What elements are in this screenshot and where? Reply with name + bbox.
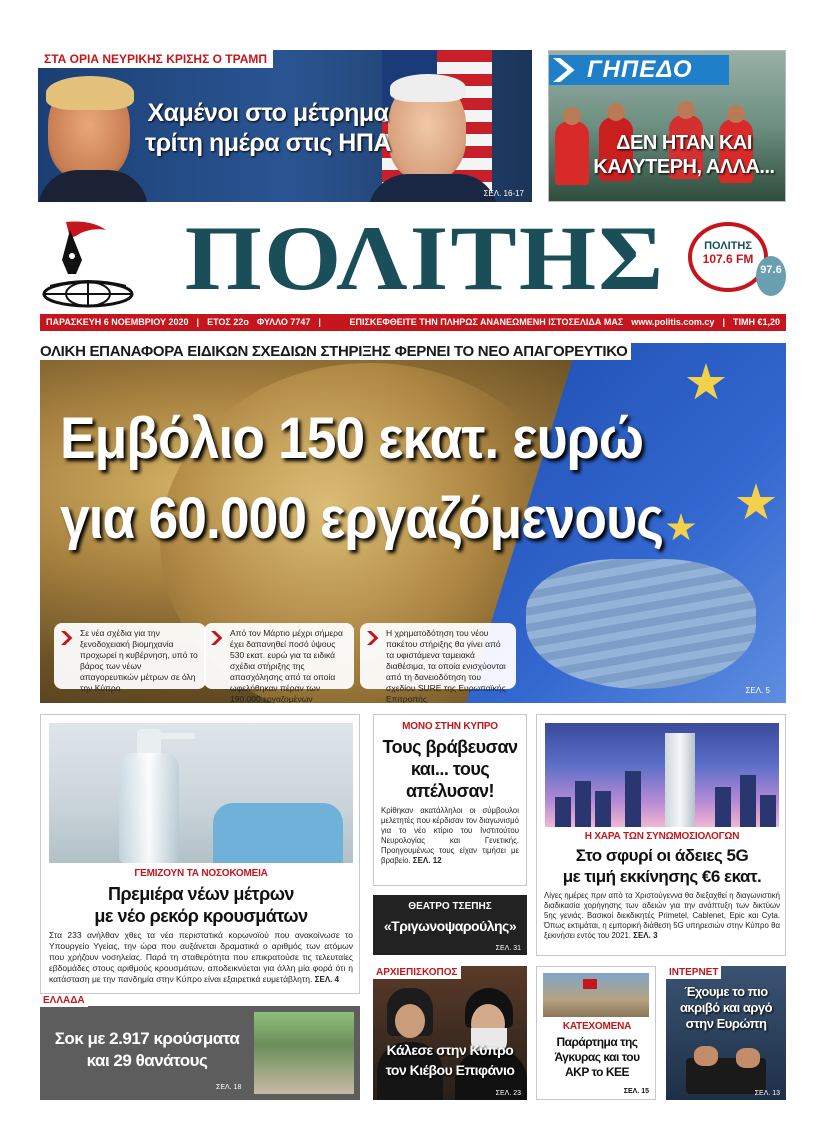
- main-bullet-1: Σε νέα σχέδια για την ξενοδοχειακή βιομηχανία προχωρεί η κυβέρνηση, υπό το βάρος των νέων απαγορευτικών μέτρων σε όλη την Κύπρο: [54, 623, 206, 689]
- sports-headline: ΔΕΝ ΗΤΑΝ ΚΑΙ ΚΑΛΥΤΕΡΗ, ΑΛΛΑ...: [593, 132, 775, 178]
- archbishop-story[interactable]: ΑΡΧΙΕΠΙΣΚΟΠΟΣ Κάλεσε στην Κύπρο τον Κιέβου Επιφάνιο ΣΕΛ. 23: [373, 966, 527, 1100]
- theatre-headline: «Τριγωνοψαρούλης»: [383, 918, 517, 934]
- us-election-kicker: ΣΤΑ ΟΡΙΑ ΝΕΥΡΙΚΗΣ ΚΡΙΣΗΣ Ο ΤΡΑΜΠ: [38, 50, 273, 68]
- chevron-right-icon: [211, 631, 223, 645]
- 5g-headline: Στο σφυρί οι άδειες 5G με τιμή εκκίνησης €6 εκατ.: [562, 846, 762, 886]
- awarded-fired-story[interactable]: [373, 714, 527, 886]
- internet-headline: Έχουμε το πιο ακριβό και αργό στην Ευρώπη: [679, 984, 773, 1031]
- occupied-kicker: ΚΑΤΕΧΟΜΕΝΑ: [562, 1021, 632, 1032]
- main-story-kicker: ΟΛΙΚΗ ΕΠΑΝΑΦΟΡΑ ΕΙΔΙΚΩΝ ΣΧΕΔΙΩΝ ΣΤΗΡΙΞΗΣ ΦΕΡΝΕΙ ΤΟ ΝΕΟ ΑΠΑΓΟΡΕΥΤΙΚΟ: [40, 343, 631, 360]
- hospitals-story[interactable]: [40, 714, 360, 994]
- main-story[interactable]: [40, 343, 786, 703]
- chevron-right-icon: [61, 631, 73, 645]
- us-election-headline: Χαμένοι στο μέτρημα τρίτη ημέρα στις ΗΠΑ: [145, 99, 391, 157]
- main-story-page: ΣΕΛ. 5: [745, 686, 770, 695]
- hospitals-kicker: ΓΕΜΙΖΟΥΝ ΤΑ ΝΟΣΟΚΟΜΕΙΑ: [134, 868, 268, 879]
- quill-globe-logo-icon: [40, 216, 136, 308]
- issue-number: ΦΥΛΛΟ 7747: [256, 317, 311, 327]
- issue-year: ΕΤΟΣ 22ο: [207, 317, 249, 327]
- newspaper-title: ΠΟΛΙΤΗΣ: [184, 207, 666, 309]
- hand-sanitizer-image: [49, 723, 353, 863]
- occupied-headline: Παράρτημα της Άγκυρας και του ΑΚΡ το ΚΕΕ: [554, 1035, 640, 1079]
- theatre-story[interactable]: ΘΕΑΤΡΟ ΤΣΕΠΗΣ «Τριγωνοψαρούλης» ΣΕΛ. 31: [373, 895, 527, 955]
- occupied-areas-story[interactable]: ΚΑΤΕΧΟΜΕΝΑ Παράρτημα της Άγκυρας και του ΑΚΡ το ΚΕΕ ΣΕΛ. 15: [536, 966, 656, 1100]
- us-election-page: ΣΕΛ. 16-17: [483, 189, 524, 198]
- hospitals-headline: Πρεμιέρα νέων μέτρων με νέο ρεκόρ κρουσμάτων: [94, 884, 308, 926]
- dateline-bar: ΠΑΡΑΣΚΕΥΗ 6 ΝΟΕΜΒΡΙΟΥ 2020 | ΕΤΟΣ 22ο ΦΥΛΛΟ 7747 | ΕΠΙΣΚΕΦΘΕΙΤΕ ΤΗΝ ΠΛΗΡΩΣ ΑΝΑΝΕΩΜΕΝΗ ΙΣΤΟΣΕΛΙΔΑ ΜΑΣ www.politis.com.cy | ΤΙΜΗ €1,20: [40, 314, 786, 331]
- awarded-headline: Τους βράβευσαν και... τους απέλυσαν!: [382, 737, 518, 801]
- archbishop-kicker: ΑΡΧΙΕΠΙΣΚΟΠΟΣ: [373, 966, 461, 979]
- greece-story[interactable]: ΕΛΛΑΔΑ Σοκ με 2.917 κρούσματα και 29 θανάτους ΣΕΛ. 18: [40, 1006, 360, 1100]
- sports-section-brand: ΓΗΠΕΔΟ: [549, 55, 729, 85]
- awarded-body: Κρίθηκαν ακατάλληλοι οι σύμβουλοι μελετητές που κέρδισαν τον διαγωνισμό για το νέο κτίριο του Ινστιτούτου Νευρολογίας και Γενετικής. Προηγουμένως τους είχαν τιμήσει με βραβείο. ΣΕΛ. 12: [381, 806, 519, 865]
- issue-price: ΤΙΜΗ €1,20: [732, 317, 780, 327]
- theatre-kicker: ΘΕΑΤΡΟ ΤΣΕΠΗΣ: [408, 901, 492, 912]
- face-mask-image: [526, 559, 756, 689]
- radio-station-badge[interactable]: ΠΟΛΙΤΗΣ 107.6 FM 97.6: [688, 222, 786, 302]
- awarded-kicker: ΜΟΝΟ ΣΤΗΝ ΚΥΠΡΟ: [402, 721, 498, 732]
- greece-headline: Σοκ με 2.917 κρούσματα και 29 θανάτους: [54, 1029, 240, 1070]
- greece-street-image: [254, 1012, 354, 1094]
- chevron-right-icon: [367, 631, 379, 645]
- 5g-kicker: Η ΧΑΡΑ ΤΩΝ ΣΥΝΩΜΟΣΙΟΛΟΓΩΝ: [584, 831, 740, 842]
- main-headline: Εμβόλιο 150 εκατ. ευρώ για 60.000 εργαζόμενους: [60, 406, 664, 551]
- archbishop-headline: Κάλεσε στην Κύπρο τον Κιέβου Επιφάνιο: [385, 1042, 515, 1078]
- 5g-body: Λίγες ημέρες πριν από τα Χριστούγεννα θα διεξαχθεί η διαγωνιστική διαδικασία χορήγησης των αδειών για την ανάπτυξη των δικτύων 5ης γενιάς. Βασικοί διεκδικητές Primetel, Cablenet, Epic και Cyta. Όπως εκτιμάται, η εμπορική διάθεση 5G υπηρεσιών στην Κύπρο θα ξεκινήσει εντός του 2021. ΣΕΛ. 3: [544, 891, 780, 940]
- occupied-areas-image: [543, 973, 649, 1017]
- internet-story[interactable]: ΙΝΤΕΡΝΕΤ Έχουμε το πιο ακριβό και αργό στην Ευρώπη ΣΕΛ. 13: [666, 966, 786, 1100]
- sports-teaser[interactable]: [548, 50, 786, 202]
- 5g-tower-image: [545, 723, 779, 827]
- internet-kicker: ΙΝΤΕΡΝΕΤ: [666, 966, 721, 979]
- us-election-teaser[interactable]: [38, 50, 532, 202]
- website-promo: ΕΠΙΣΚΕΦΘΕΙΤΕ ΤΗΝ ΠΛΗΡΩΣ ΑΝΑΝΕΩΜΕΝΗ ΙΣΤΟΣΕΛΙΔΑ ΜΑΣ: [349, 317, 624, 327]
- 5g-licenses-story[interactable]: [536, 714, 786, 956]
- metropolitan-photo: [395, 1004, 425, 1038]
- hospitals-body: Στα 233 ανήλθαν χθες τα νέα περιστατικά κορωνοϊού που ανακοίνωσε το Υπουργείο Υγείας, την ώρα που αυξάνεται δραματικά ο αριθμός των ατόμων που χρήζουν νοσηλείας. Παρά τη σταθερότητα που επικρατούσε τις τελευταίες εβδομάδες στους αριθμούς κρουσμάτων, αποδεικνύεται για άλλη μία φορά ότι η κατάσταση με την πανδημία στην Κύπρο είναι εξαιρετικά ευμετάβλητη. ΣΕΛ. 4: [49, 930, 353, 984]
- main-bullet-3: Η χρηματοδότηση του νέου πακέτου στήριξης θα γίνει από τα υφιστάμενα ταμειακά διαθέσιμα, τα οποία ενισχύονται από τη δανειοδότηση του σχεδίου SURE της Ευρωπαϊκής Επιτροπής: [360, 623, 516, 689]
- website-url[interactable]: www.politis.com.cy: [631, 317, 715, 327]
- chevron-right-icon: [553, 58, 577, 82]
- main-bullet-2: Από τον Μάρτιο μέχρι σήμερα έχει δαπανηθεί ποσό ύψους 530 εκατ. ευρώ για τα ειδικά σχέδια στήριξης της απασχόλησης από τα οποία ωφελήθηκαν πέραν των 190.000 εργαζομένων: [204, 623, 354, 689]
- issue-date: ΠΑΡΑΣΚΕΥΗ 6 ΝΟΕΜΒΡΙΟΥ 2020: [46, 317, 189, 327]
- greece-kicker: ΕΛΛΑΔΑ: [40, 994, 88, 1007]
